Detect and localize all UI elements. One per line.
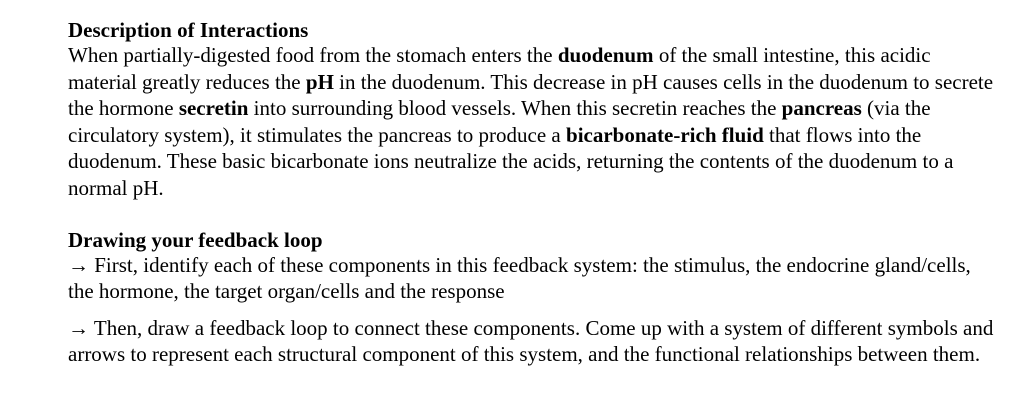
description-paragraph xyxy=(68,42,998,202)
text-run: into surrounding blood vessels. When this secretin reaches the xyxy=(248,96,782,121)
text-run: (via the circulatory system), it stimulates the pancreas to produce a xyxy=(68,96,931,147)
description-section xyxy=(68,18,998,202)
description-heading: Description of Interactions xyxy=(68,18,309,42)
term-duodenum: duodenum xyxy=(557,43,654,67)
feedback-loop-heading: Drawing your feedback loop xyxy=(68,227,323,252)
text-run: that flows into the duodenum. These basic bicarbonate ions neutralize the acids, returning the contents of the duodenum to a normal pH. xyxy=(68,122,954,200)
instruction-bullet-draw: → Then, draw a feedback loop to connect these components. Come up with a system of different symbols and arrows to represent each structural component of this system, and the functional relationships between them. xyxy=(68,315,994,367)
instruction-bullet-identify: → First, identify each of these components in this feedback system: the stimulus, the endocrine gland/cells, the hormone, the target organ/cells and the response xyxy=(68,252,971,304)
term-bicarbonate-fluid: bicarbonate-rich fluid xyxy=(566,122,764,147)
term-pancreas: pancreas xyxy=(781,96,862,121)
text-run: When partially-digested food from the stomach enters the xyxy=(68,43,558,67)
document-page xyxy=(68,18,998,368)
feedback-loop-section xyxy=(68,228,998,368)
text-run: of the small intestine, this acidic material greatly reduces the xyxy=(68,43,931,94)
term-secretin: secretin xyxy=(178,96,249,121)
term-ph: pH xyxy=(305,69,334,94)
text-run: in the duodenum. This decrease in pH causes cells in the duodenum to secrete the hormone xyxy=(68,69,994,121)
